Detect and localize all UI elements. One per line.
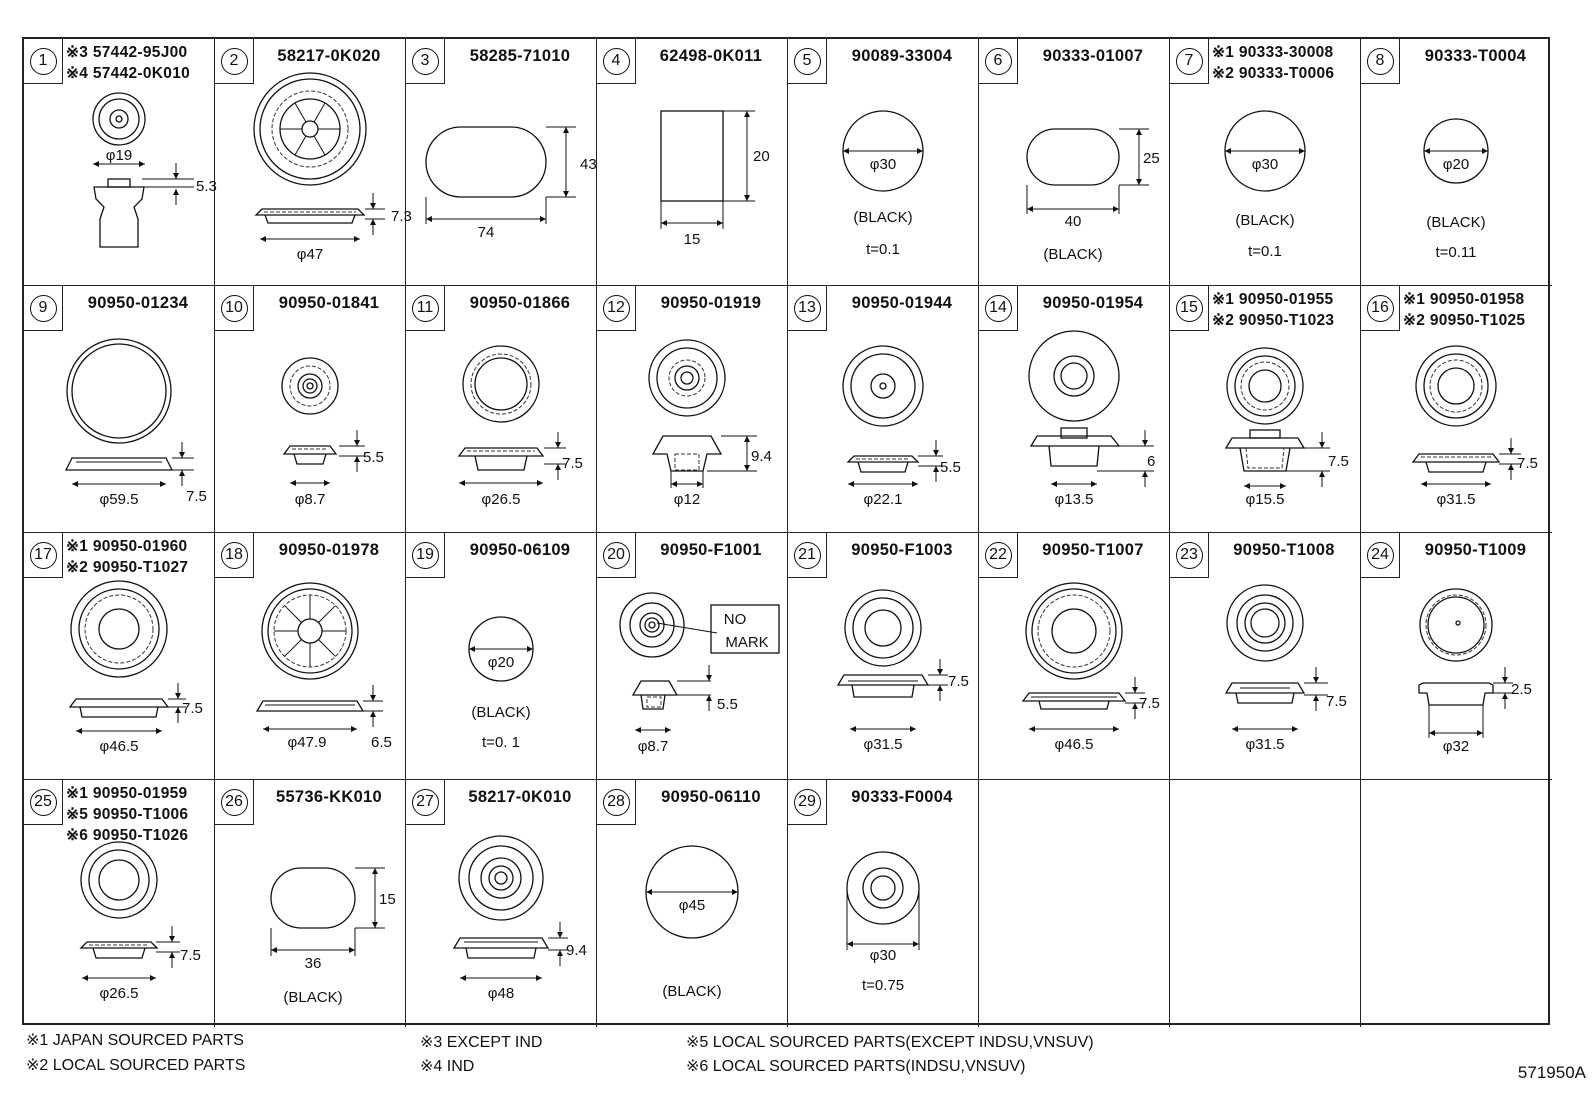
footnote-5: ※5 LOCAL SOURCED PARTS(EXCEPT INDSU,VNSUV) [686,1034,1094,1051]
dim-label: 9.4 [751,448,772,465]
dim-label: φ45 [678,897,706,914]
part-number-line: 90950-T1008 [1233,541,1335,559]
empty-cell [1361,780,1552,1027]
dim-label: 7.5 [1328,453,1349,470]
dim-label: 36 [304,955,322,972]
part-number-line: ※2 90950-T1025 [1403,312,1526,329]
dim-label: 43 [580,156,597,173]
item-number: 12 [603,295,630,322]
part-cell [24,286,215,533]
item-number: 6 [985,48,1012,75]
dim-label: 7.3 [391,208,412,225]
parts-grid [22,37,1550,1025]
dim-label: φ31.5 [1245,736,1285,753]
diagram-id: 571950A [1517,1063,1586,1082]
part-number-line: ※1 90950-01958 [1403,291,1525,308]
part-drawing [979,39,1170,286]
part-drawing [597,533,788,780]
item-number: 4 [603,48,630,75]
part-number-line: ※1 90950-01959 [66,785,188,802]
part-number-line: ※1 90950-01960 [66,538,188,555]
dim-label: 5.5 [940,459,961,476]
dim-label: t=0. 1 [482,734,520,751]
part-number-line: 90950-01919 [660,294,762,312]
part-number-line: 58217-0K020 [277,47,381,65]
dim-label: 7.5 [186,488,207,505]
footnote-3: ※3 EXCEPT IND [420,1034,543,1051]
part-drawing [597,39,788,286]
item-number: 25 [30,789,57,816]
dim-label: (BLACK) [1235,212,1295,229]
part-cell [406,286,597,533]
item-number: 9 [30,295,57,322]
dim-label: 9.4 [566,942,587,959]
dim-label: 5.5 [363,449,384,466]
dim-label: 7.5 [562,455,583,472]
part-cell [215,533,406,780]
dim-label: φ8.7 [294,491,326,508]
item-number: 28 [603,789,630,816]
item-number: 22 [985,542,1012,569]
dim-label: φ48 [487,985,515,1002]
part-cell [597,286,788,533]
dim-label: φ12 [673,491,701,508]
part-cell [979,286,1170,533]
part-cell [597,780,788,1027]
footnote-4: ※4 IND [420,1058,475,1075]
item-number: 29 [794,789,821,816]
part-number-line: 55736-KK010 [275,788,383,806]
dim-label: (BLACK) [853,209,913,226]
dim-label: φ20 [487,654,515,671]
dim-label: t=0.1 [1248,243,1282,260]
part-drawing [24,533,215,780]
dim-label: t=0.11 [1435,244,1477,261]
dim-label: φ20 [1442,156,1470,173]
part-number-line: 90950-01944 [851,294,953,312]
empty-cell [979,780,1170,1027]
part-number-line: 90333-01007 [1042,47,1144,65]
part-drawing [1361,286,1552,533]
dim-label: φ46.5 [1054,736,1094,753]
dim-label: 74 [477,224,495,241]
footnote-6: ※6 LOCAL SOURCED PARTS(INDSU,VNSUV) [686,1058,1026,1075]
part-cell [24,780,215,1027]
dim-label: 6.5 [371,734,392,751]
part-cell [406,533,597,780]
item-number: 21 [794,542,821,569]
dim-label: 5.5 [717,696,738,713]
part-number-line: 90950-01954 [1042,294,1144,312]
dim-label: (BLACK) [662,983,722,1000]
part-drawing [788,39,979,286]
part-cell [215,286,406,533]
item-number: 20 [603,542,630,569]
part-number-line: 90950-F1001 [660,541,762,559]
item-number: 10 [221,295,248,322]
part-drawing [1361,39,1552,286]
part-cell [788,780,979,1027]
dim-label: 7.5 [948,673,969,690]
part-number-line: 58285-71010 [469,47,571,65]
part-drawing [597,780,788,1027]
part-drawing [406,780,597,1027]
dim-label: φ30 [869,947,897,964]
part-cell [24,533,215,780]
part-number-line: 90333-F0004 [851,788,953,806]
part-drawing [406,286,597,533]
part-cell [1170,39,1361,286]
dim-label: (BLACK) [1043,246,1103,263]
part-drawing [979,286,1170,533]
part-number-line: ※4 57442-0K010 [66,65,191,82]
part-drawing [788,286,979,533]
part-cell [1170,286,1361,533]
item-number: 2 [221,48,248,75]
part-drawing [24,780,215,1027]
dim-label: 6 [1147,453,1156,470]
part-cell [1361,286,1552,533]
part-number-line: ※5 90950-T1006 [66,806,189,823]
dim-label: φ8.7 [637,738,669,755]
part-cell [788,286,979,533]
part-number-line: 90333-T0004 [1424,47,1527,65]
part-drawing [215,780,406,1027]
item-number: 5 [794,48,821,75]
footnote-2: ※2 LOCAL SOURCED PARTS [26,1057,246,1074]
part-number-line: 90950-F1003 [851,541,953,559]
part-cell [597,39,788,286]
part-cell [1170,533,1361,780]
part-number-line: ※6 90950-T1026 [66,827,189,844]
item-number: 14 [985,295,1012,322]
part-cell [597,533,788,780]
dim-label: 7.5 [182,700,203,717]
dim-label: φ31.5 [1436,491,1476,508]
part-drawing [24,39,215,286]
part-drawing [788,780,979,1027]
dim-label: φ30 [1251,156,1279,173]
dim-label: φ47 [296,246,324,263]
part-drawing [1170,39,1361,286]
dim-label: 2.5 [1511,681,1532,698]
item-number: 7 [1176,48,1203,75]
dim-label: 15 [683,231,701,248]
dim-label: 7.5 [1139,695,1160,712]
item-number: 17 [30,542,57,569]
dim-label: t=0.75 [861,977,905,994]
part-cell [406,39,597,286]
item-number: 3 [412,48,439,75]
item-number: 19 [412,542,439,569]
dim-label: φ31.5 [863,736,903,753]
part-number-line: 90950-06109 [469,541,571,559]
part-number-line: ※3 57442-95J00 [66,44,188,61]
part-cell [979,533,1170,780]
item-number: 11 [412,295,439,322]
item-number: 24 [1367,542,1394,569]
part-cell [1361,39,1552,286]
dim-label: NO [723,611,747,628]
item-number: 13 [794,295,821,322]
item-number: 16 [1367,295,1394,322]
part-drawing [406,39,597,286]
part-drawing [1361,533,1552,780]
part-drawing [406,533,597,780]
part-cell [215,780,406,1027]
item-number: 18 [221,542,248,569]
empty-cell [1170,780,1361,1027]
dim-label: 7.5 [180,947,201,964]
dim-label: (BLACK) [1426,214,1486,231]
part-cell [1361,533,1552,780]
dim-label: φ59.5 [99,491,139,508]
dim-label: φ22.1 [863,491,903,508]
dim-label: φ26.5 [99,985,139,1002]
part-number-line: 90950-T1009 [1424,541,1527,559]
item-number: 8 [1367,48,1394,75]
dim-label: φ15.5 [1245,491,1285,508]
dim-label: 5.3 [196,178,217,195]
part-number-line: 62498-0K011 [659,47,763,65]
part-drawing [24,286,215,533]
part-number-line: 90950-01866 [469,294,571,312]
footnote-1: ※1 JAPAN SOURCED PARTS [26,1032,244,1049]
part-cell [788,533,979,780]
dim-label: 40 [1064,213,1082,230]
part-drawing [215,533,406,780]
dim-label: 20 [753,148,770,165]
dim-label: (BLACK) [471,704,531,721]
part-drawing [215,286,406,533]
part-cell [215,39,412,286]
item-number: 23 [1176,542,1203,569]
part-cell [24,39,215,286]
item-number: 15 [1176,295,1203,322]
item-number: 1 [30,48,57,75]
part-number-line: 90950-T1007 [1042,541,1144,559]
dim-label: 7.5 [1517,455,1538,472]
part-number-line: ※2 90950-T1027 [66,559,189,576]
part-number-line: ※1 90333-30008 [1212,44,1334,61]
part-drawing [788,533,979,780]
part-number-line: 90950-01841 [278,294,380,312]
part-number-line: ※1 90950-01955 [1212,291,1334,308]
dim-label: φ32 [1442,738,1470,755]
part-number-line: ※2 90333-T0006 [1212,65,1335,82]
part-number-line: ※2 90950-T1023 [1212,312,1335,329]
dim-label: t=0.1 [866,241,900,258]
part-number-line: 58217-0K010 [468,788,572,806]
item-number: 27 [412,789,439,816]
dim-label: φ26.5 [481,491,521,508]
part-drawing [215,39,412,286]
dim-label: φ13.5 [1054,491,1094,508]
part-number-line: 90950-01978 [278,541,380,559]
part-number-line: 90089-33004 [851,47,953,65]
dim-label: φ19 [105,147,133,164]
part-drawing [1170,286,1361,533]
dim-label: 25 [1143,150,1160,167]
dim-label: 7.5 [1326,693,1347,710]
dim-label: φ30 [869,156,897,173]
dim-label: (BLACK) [283,989,343,1006]
part-drawing [979,533,1170,780]
part-cell [979,39,1170,286]
part-cell [406,780,597,1027]
part-drawing [1170,533,1361,780]
part-number-line: 90950-01234 [87,294,189,312]
dim-label: 15 [379,891,396,908]
dim-label: MARK [725,634,769,651]
dim-label: φ46.5 [99,738,139,755]
part-drawing [597,286,788,533]
dim-label: φ47.9 [287,734,327,751]
part-cell [788,39,979,286]
part-number-line: 90950-06110 [661,788,761,806]
item-number: 26 [221,789,248,816]
